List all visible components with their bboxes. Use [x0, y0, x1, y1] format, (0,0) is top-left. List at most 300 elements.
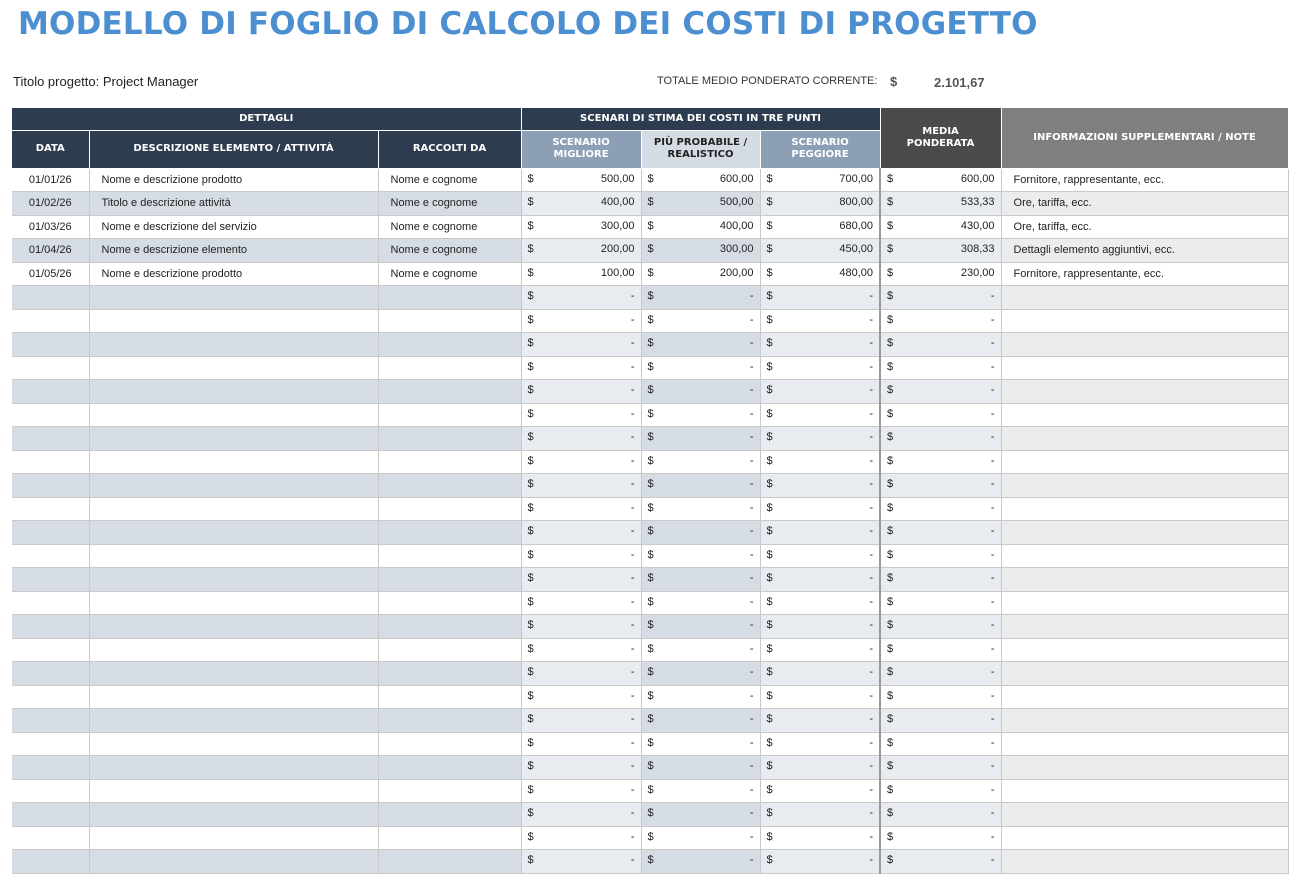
cell-likely[interactable]: [641, 779, 760, 803]
cell-collected-by[interactable]: [378, 638, 521, 662]
cell-notes[interactable]: Fornitore, rappresentante, ecc.: [1001, 262, 1288, 286]
cell-likely[interactable]: [641, 333, 760, 357]
cell-weighted-average[interactable]: [880, 450, 1001, 474]
cell-worst[interactable]: [760, 638, 880, 662]
cell-best[interactable]: [521, 568, 641, 592]
cell-best[interactable]: [521, 450, 641, 474]
cell-best[interactable]: [521, 403, 641, 427]
cell-description[interactable]: [89, 427, 378, 451]
cell-notes[interactable]: [1001, 732, 1288, 756]
cell-date[interactable]: 01/02/26: [12, 192, 89, 216]
cell-weighted-average-value: -: [990, 384, 995, 396]
cell-description[interactable]: [89, 709, 378, 733]
cell-worst[interactable]: [760, 779, 880, 803]
cell-likely[interactable]: [641, 450, 760, 474]
cell-weighted-average[interactable]: [880, 168, 1001, 192]
cell-description[interactable]: [89, 685, 378, 709]
cell-best[interactable]: [521, 333, 641, 357]
cell-likely-value: -: [749, 689, 754, 702]
cell-date[interactable]: [12, 803, 89, 827]
cell-worst[interactable]: [760, 192, 880, 216]
cell-collected-by[interactable]: [378, 756, 521, 780]
cell-best[interactable]: [521, 474, 641, 498]
cell-notes[interactable]: [1001, 544, 1288, 568]
cell-description[interactable]: Nome e descrizione prodotto: [89, 168, 378, 192]
cell-weighted-average[interactable]: [880, 709, 1001, 733]
currency-symbol: $: [766, 431, 773, 443]
cell-worst[interactable]: [760, 403, 880, 427]
cell-likely[interactable]: [641, 803, 760, 827]
cell-likely[interactable]: [641, 591, 760, 615]
table-row: [12, 803, 1288, 827]
cell-notes[interactable]: [1001, 380, 1288, 404]
cell-best-value: -: [630, 854, 635, 866]
cell-weighted-average[interactable]: [880, 239, 1001, 263]
cell-best[interactable]: [521, 685, 641, 709]
currency-symbol: $: [766, 196, 773, 208]
cell-collected-by[interactable]: Nome e cognome: [378, 239, 521, 263]
cell-best[interactable]: [521, 521, 641, 545]
cell-worst[interactable]: [760, 826, 880, 850]
cell-best-value: -: [630, 595, 635, 608]
cell-worst-value: 680,00: [839, 219, 874, 232]
cell-worst[interactable]: [760, 215, 880, 239]
cell-best[interactable]: [521, 168, 641, 192]
cell-date[interactable]: 01/05/26: [12, 262, 89, 286]
cell-likely-value: -: [749, 830, 754, 843]
cell-worst[interactable]: [760, 756, 880, 780]
cell-description[interactable]: [89, 662, 378, 686]
header-best-scenario: [521, 130, 641, 168]
cell-weighted-average[interactable]: [880, 615, 1001, 639]
cell-description[interactable]: [89, 333, 378, 357]
cell-best[interactable]: [521, 309, 641, 333]
cell-worst[interactable]: [760, 591, 880, 615]
currency-symbol: $: [887, 384, 894, 396]
cell-worst-value: -: [869, 384, 874, 396]
currency-symbol: $: [527, 689, 534, 702]
cell-weighted-average-value: -: [990, 783, 995, 796]
cell-likely[interactable]: [641, 192, 760, 216]
cell-best[interactable]: [521, 192, 641, 216]
cell-worst-value: -: [869, 360, 874, 373]
cell-date[interactable]: 01/04/26: [12, 239, 89, 263]
cell-notes[interactable]: Ore, tariffa, ecc.: [1001, 215, 1288, 239]
table-row: [12, 568, 1288, 592]
cell-worst[interactable]: [760, 309, 880, 333]
currency-symbol: $: [647, 783, 654, 796]
cell-date[interactable]: [12, 662, 89, 686]
cell-worst[interactable]: [760, 427, 880, 451]
cell-weighted-average[interactable]: [880, 215, 1001, 239]
cell-collected-by[interactable]: Nome e cognome: [378, 262, 521, 286]
cell-notes[interactable]: [1001, 803, 1288, 827]
cell-weighted-average[interactable]: [880, 262, 1001, 286]
cell-notes[interactable]: [1001, 497, 1288, 521]
cell-notes[interactable]: Fornitore, rappresentante, ecc.: [1001, 168, 1288, 192]
cell-notes[interactable]: Ore, tariffa, ecc.: [1001, 192, 1288, 216]
cell-notes[interactable]: [1001, 286, 1288, 310]
cell-date[interactable]: [12, 403, 89, 427]
cell-worst[interactable]: [760, 850, 880, 874]
cell-collected-by[interactable]: [378, 591, 521, 615]
cell-weighted-average[interactable]: [880, 309, 1001, 333]
cell-notes[interactable]: [1001, 450, 1288, 474]
currency-symbol: $: [647, 689, 654, 702]
cell-collected-by[interactable]: [378, 779, 521, 803]
cell-description[interactable]: [89, 826, 378, 850]
cell-date[interactable]: [12, 286, 89, 310]
cell-weighted-average[interactable]: [880, 826, 1001, 850]
cell-weighted-average[interactable]: [880, 380, 1001, 404]
cell-likely[interactable]: [641, 403, 760, 427]
cell-likely[interactable]: [641, 497, 760, 521]
cell-notes[interactable]: [1001, 333, 1288, 357]
cell-best[interactable]: [521, 286, 641, 310]
cell-date[interactable]: [12, 709, 89, 733]
cell-best-value: -: [630, 501, 635, 514]
cell-collected-by[interactable]: [378, 615, 521, 639]
cell-weighted-average[interactable]: [880, 521, 1001, 545]
cell-notes[interactable]: [1001, 638, 1288, 662]
currency-symbol: $: [887, 525, 894, 537]
cell-worst-value: -: [869, 337, 874, 349]
cell-likely[interactable]: [641, 709, 760, 733]
cell-likely[interactable]: [641, 662, 760, 686]
cell-collected-by[interactable]: [378, 826, 521, 850]
cell-description[interactable]: Nome e descrizione prodotto: [89, 262, 378, 286]
cell-collected-by[interactable]: [378, 497, 521, 521]
cell-likely[interactable]: [641, 239, 760, 263]
cell-likely[interactable]: [641, 615, 760, 639]
cell-likely[interactable]: [641, 427, 760, 451]
cell-likely[interactable]: [641, 521, 760, 545]
cell-date[interactable]: [12, 685, 89, 709]
cell-weighted-average[interactable]: [880, 333, 1001, 357]
currency-symbol: $: [527, 384, 534, 396]
project-title[interactable]: Titolo progetto: Project Manager: [13, 74, 199, 89]
cell-notes[interactable]: [1001, 850, 1288, 874]
currency-symbol: $: [766, 266, 773, 279]
cell-notes[interactable]: [1001, 474, 1288, 498]
cell-worst-value: -: [869, 830, 874, 843]
cell-worst-value: 800,00: [839, 196, 874, 208]
header-best-line2: MIGLIORE: [553, 149, 609, 160]
currency-symbol: $: [766, 736, 773, 749]
cell-date[interactable]: [12, 450, 89, 474]
cell-weighted-average[interactable]: [880, 850, 1001, 874]
cell-description[interactable]: [89, 732, 378, 756]
table-row: [12, 215, 1288, 239]
cell-best-value: -: [630, 548, 635, 561]
cell-date[interactable]: [12, 850, 89, 874]
cell-weighted-average-value: 430,00: [960, 219, 995, 232]
cell-worst[interactable]: [760, 333, 880, 357]
cell-description[interactable]: [89, 638, 378, 662]
cell-weighted-average[interactable]: [880, 544, 1001, 568]
cell-description[interactable]: [89, 356, 378, 380]
cell-worst[interactable]: [760, 662, 880, 686]
cell-best[interactable]: [521, 591, 641, 615]
header-likely-line2: REALISTICO: [667, 149, 734, 160]
cell-likely[interactable]: [641, 168, 760, 192]
cell-date[interactable]: [12, 826, 89, 850]
table-row: [12, 615, 1288, 639]
cell-best[interactable]: [521, 380, 641, 404]
currency-symbol: $: [527, 736, 534, 749]
cell-collected-by[interactable]: [378, 380, 521, 404]
cell-date[interactable]: [12, 474, 89, 498]
cell-worst[interactable]: [760, 568, 880, 592]
cell-description[interactable]: Titolo e descrizione attività: [89, 192, 378, 216]
cell-date[interactable]: [12, 544, 89, 568]
cell-worst[interactable]: [760, 709, 880, 733]
cell-weighted-average[interactable]: [880, 286, 1001, 310]
cell-worst[interactable]: [760, 450, 880, 474]
cell-collected-by[interactable]: [378, 286, 521, 310]
cell-best[interactable]: [521, 732, 641, 756]
cell-description[interactable]: [89, 591, 378, 615]
cell-weighted-average[interactable]: [880, 427, 1001, 451]
cell-best-value: 300,00: [600, 219, 635, 232]
cell-likely[interactable]: [641, 286, 760, 310]
cell-description[interactable]: [89, 803, 378, 827]
cell-collected-by[interactable]: [378, 450, 521, 474]
cell-best[interactable]: [521, 826, 641, 850]
cell-collected-by[interactable]: [378, 427, 521, 451]
table-row: [12, 497, 1288, 521]
cell-best[interactable]: [521, 756, 641, 780]
cell-collected-by[interactable]: Nome e cognome: [378, 168, 521, 192]
cell-likely[interactable]: [641, 826, 760, 850]
cell-date[interactable]: [12, 497, 89, 521]
currency-symbol: $: [887, 760, 894, 772]
cell-notes[interactable]: [1001, 356, 1288, 380]
cell-date[interactable]: [12, 427, 89, 451]
cell-likely[interactable]: [641, 732, 760, 756]
cell-collected-by[interactable]: [378, 474, 521, 498]
cell-description[interactable]: [89, 850, 378, 874]
cell-description[interactable]: [89, 756, 378, 780]
cell-best[interactable]: [521, 544, 641, 568]
cell-description[interactable]: Nome e descrizione del servizio: [89, 215, 378, 239]
cell-worst[interactable]: [760, 685, 880, 709]
cell-collected-by[interactable]: [378, 309, 521, 333]
currency-symbol: $: [887, 478, 894, 490]
cell-worst-value: 480,00: [839, 266, 874, 279]
cell-description[interactable]: [89, 403, 378, 427]
cell-likely-value: -: [749, 736, 754, 749]
cell-likely[interactable]: [641, 685, 760, 709]
cell-weighted-average[interactable]: [880, 638, 1001, 662]
cell-collected-by[interactable]: [378, 850, 521, 874]
cell-date[interactable]: [12, 591, 89, 615]
cell-notes[interactable]: [1001, 427, 1288, 451]
cell-description[interactable]: [89, 450, 378, 474]
cell-best[interactable]: [521, 803, 641, 827]
cell-worst[interactable]: [760, 474, 880, 498]
cell-collected-by[interactable]: [378, 662, 521, 686]
cell-worst[interactable]: [760, 615, 880, 639]
cell-collected-by[interactable]: Nome e cognome: [378, 215, 521, 239]
cell-worst[interactable]: [760, 168, 880, 192]
cell-worst[interactable]: [760, 803, 880, 827]
cell-description[interactable]: [89, 286, 378, 310]
cell-weighted-average[interactable]: [880, 568, 1001, 592]
cell-likely[interactable]: [641, 568, 760, 592]
table-row: [12, 544, 1288, 568]
cell-description[interactable]: [89, 779, 378, 803]
cell-notes[interactable]: [1001, 709, 1288, 733]
cell-best[interactable]: [521, 850, 641, 874]
cell-best[interactable]: [521, 662, 641, 686]
cell-likely[interactable]: [641, 215, 760, 239]
currency-symbol: $: [887, 196, 894, 208]
cell-date[interactable]: [12, 638, 89, 662]
cell-weighted-average[interactable]: [880, 474, 1001, 498]
cell-likely[interactable]: [641, 756, 760, 780]
cell-description[interactable]: [89, 309, 378, 333]
cell-date[interactable]: 01/01/26: [12, 168, 89, 192]
cell-notes[interactable]: [1001, 685, 1288, 709]
cell-date[interactable]: [12, 615, 89, 639]
cell-worst[interactable]: [760, 356, 880, 380]
cell-collected-by[interactable]: Nome e cognome: [378, 192, 521, 216]
cell-weighted-average[interactable]: [880, 779, 1001, 803]
cell-description[interactable]: [89, 615, 378, 639]
cell-likely-value: -: [749, 548, 754, 561]
currency-symbol: $: [766, 548, 773, 561]
cell-notes[interactable]: [1001, 403, 1288, 427]
cell-notes[interactable]: [1001, 756, 1288, 780]
cell-weighted-average[interactable]: [880, 685, 1001, 709]
cell-best[interactable]: [521, 215, 641, 239]
cell-notes[interactable]: [1001, 521, 1288, 545]
cell-worst[interactable]: [760, 262, 880, 286]
cell-collected-by[interactable]: [378, 544, 521, 568]
cell-collected-by[interactable]: [378, 732, 521, 756]
cell-notes[interactable]: [1001, 779, 1288, 803]
cell-best[interactable]: [521, 638, 641, 662]
cell-weighted-average-value: -: [990, 431, 995, 443]
cell-date[interactable]: [12, 380, 89, 404]
cell-likely-value: -: [749, 454, 754, 467]
cell-weighted-average[interactable]: [880, 403, 1001, 427]
cell-likely[interactable]: [641, 544, 760, 568]
cell-weighted-average-value: -: [990, 525, 995, 537]
cell-description[interactable]: [89, 497, 378, 521]
cell-weighted-average[interactable]: [880, 662, 1001, 686]
cell-notes[interactable]: [1001, 615, 1288, 639]
table-row: [12, 380, 1288, 404]
cell-worst[interactable]: [760, 544, 880, 568]
currency-symbol: $: [647, 713, 654, 725]
cell-worst[interactable]: [760, 732, 880, 756]
cell-weighted-average[interactable]: [880, 732, 1001, 756]
cell-weighted-average[interactable]: [880, 192, 1001, 216]
cell-likely[interactable]: [641, 850, 760, 874]
cell-weighted-average[interactable]: [880, 356, 1001, 380]
cell-notes[interactable]: [1001, 309, 1288, 333]
cell-notes[interactable]: [1001, 826, 1288, 850]
currency-symbol: $: [527, 807, 534, 819]
cell-best[interactable]: [521, 262, 641, 286]
cell-description[interactable]: [89, 380, 378, 404]
cell-collected-by[interactable]: [378, 333, 521, 357]
cell-date[interactable]: [12, 333, 89, 357]
cell-best-value: -: [630, 454, 635, 467]
cell-likely[interactable]: [641, 638, 760, 662]
cell-best[interactable]: [521, 615, 641, 639]
cell-collected-by[interactable]: [378, 685, 521, 709]
cell-weighted-average[interactable]: [880, 803, 1001, 827]
cell-worst[interactable]: [760, 497, 880, 521]
cell-best[interactable]: [521, 709, 641, 733]
cell-notes[interactable]: [1001, 591, 1288, 615]
cell-likely[interactable]: [641, 356, 760, 380]
cell-best-value: -: [630, 337, 635, 349]
cell-description[interactable]: [89, 568, 378, 592]
cell-best[interactable]: [521, 239, 641, 263]
cell-notes[interactable]: [1001, 568, 1288, 592]
cell-date[interactable]: [12, 756, 89, 780]
currency-symbol: $: [766, 525, 773, 537]
cell-collected-by[interactable]: [378, 709, 521, 733]
cell-date[interactable]: [12, 779, 89, 803]
cell-best[interactable]: [521, 497, 641, 521]
cell-likely[interactable]: [641, 380, 760, 404]
cell-date[interactable]: [12, 309, 89, 333]
currency-symbol: $: [647, 196, 654, 208]
cell-likely[interactable]: [641, 262, 760, 286]
cell-weighted-average[interactable]: [880, 591, 1001, 615]
cell-best[interactable]: [521, 356, 641, 380]
cell-best[interactable]: [521, 779, 641, 803]
cell-collected-by[interactable]: [378, 568, 521, 592]
cell-date[interactable]: [12, 732, 89, 756]
cell-likely-value: -: [749, 572, 754, 584]
cell-weighted-average[interactable]: [880, 756, 1001, 780]
cell-worst[interactable]: [760, 380, 880, 404]
cell-likely[interactable]: [641, 309, 760, 333]
cell-date[interactable]: [12, 568, 89, 592]
cell-collected-by[interactable]: [378, 803, 521, 827]
cell-worst[interactable]: [760, 239, 880, 263]
cell-description[interactable]: Nome e descrizione elemento: [89, 239, 378, 263]
currency-symbol: $: [647, 360, 654, 373]
currency-symbol: $: [766, 337, 773, 349]
cell-weighted-average[interactable]: [880, 497, 1001, 521]
cell-description[interactable]: [89, 521, 378, 545]
cell-best[interactable]: [521, 427, 641, 451]
cell-collected-by[interactable]: [378, 521, 521, 545]
cell-collected-by[interactable]: [378, 403, 521, 427]
cell-description[interactable]: [89, 544, 378, 568]
cell-date[interactable]: [12, 521, 89, 545]
cell-notes[interactable]: [1001, 662, 1288, 686]
cell-description[interactable]: [89, 474, 378, 498]
cell-date[interactable]: [12, 356, 89, 380]
cell-collected-by[interactable]: [378, 356, 521, 380]
cell-likely-value: 500,00: [719, 196, 754, 208]
cell-notes[interactable]: Dettagli elemento aggiuntivi, ecc.: [1001, 239, 1288, 263]
cell-likely[interactable]: [641, 474, 760, 498]
cell-worst[interactable]: [760, 286, 880, 310]
currency-symbol: $: [766, 713, 773, 725]
header-collected-by: RACCOLTI DA: [378, 130, 521, 168]
cell-date[interactable]: 01/03/26: [12, 215, 89, 239]
cell-worst[interactable]: [760, 521, 880, 545]
